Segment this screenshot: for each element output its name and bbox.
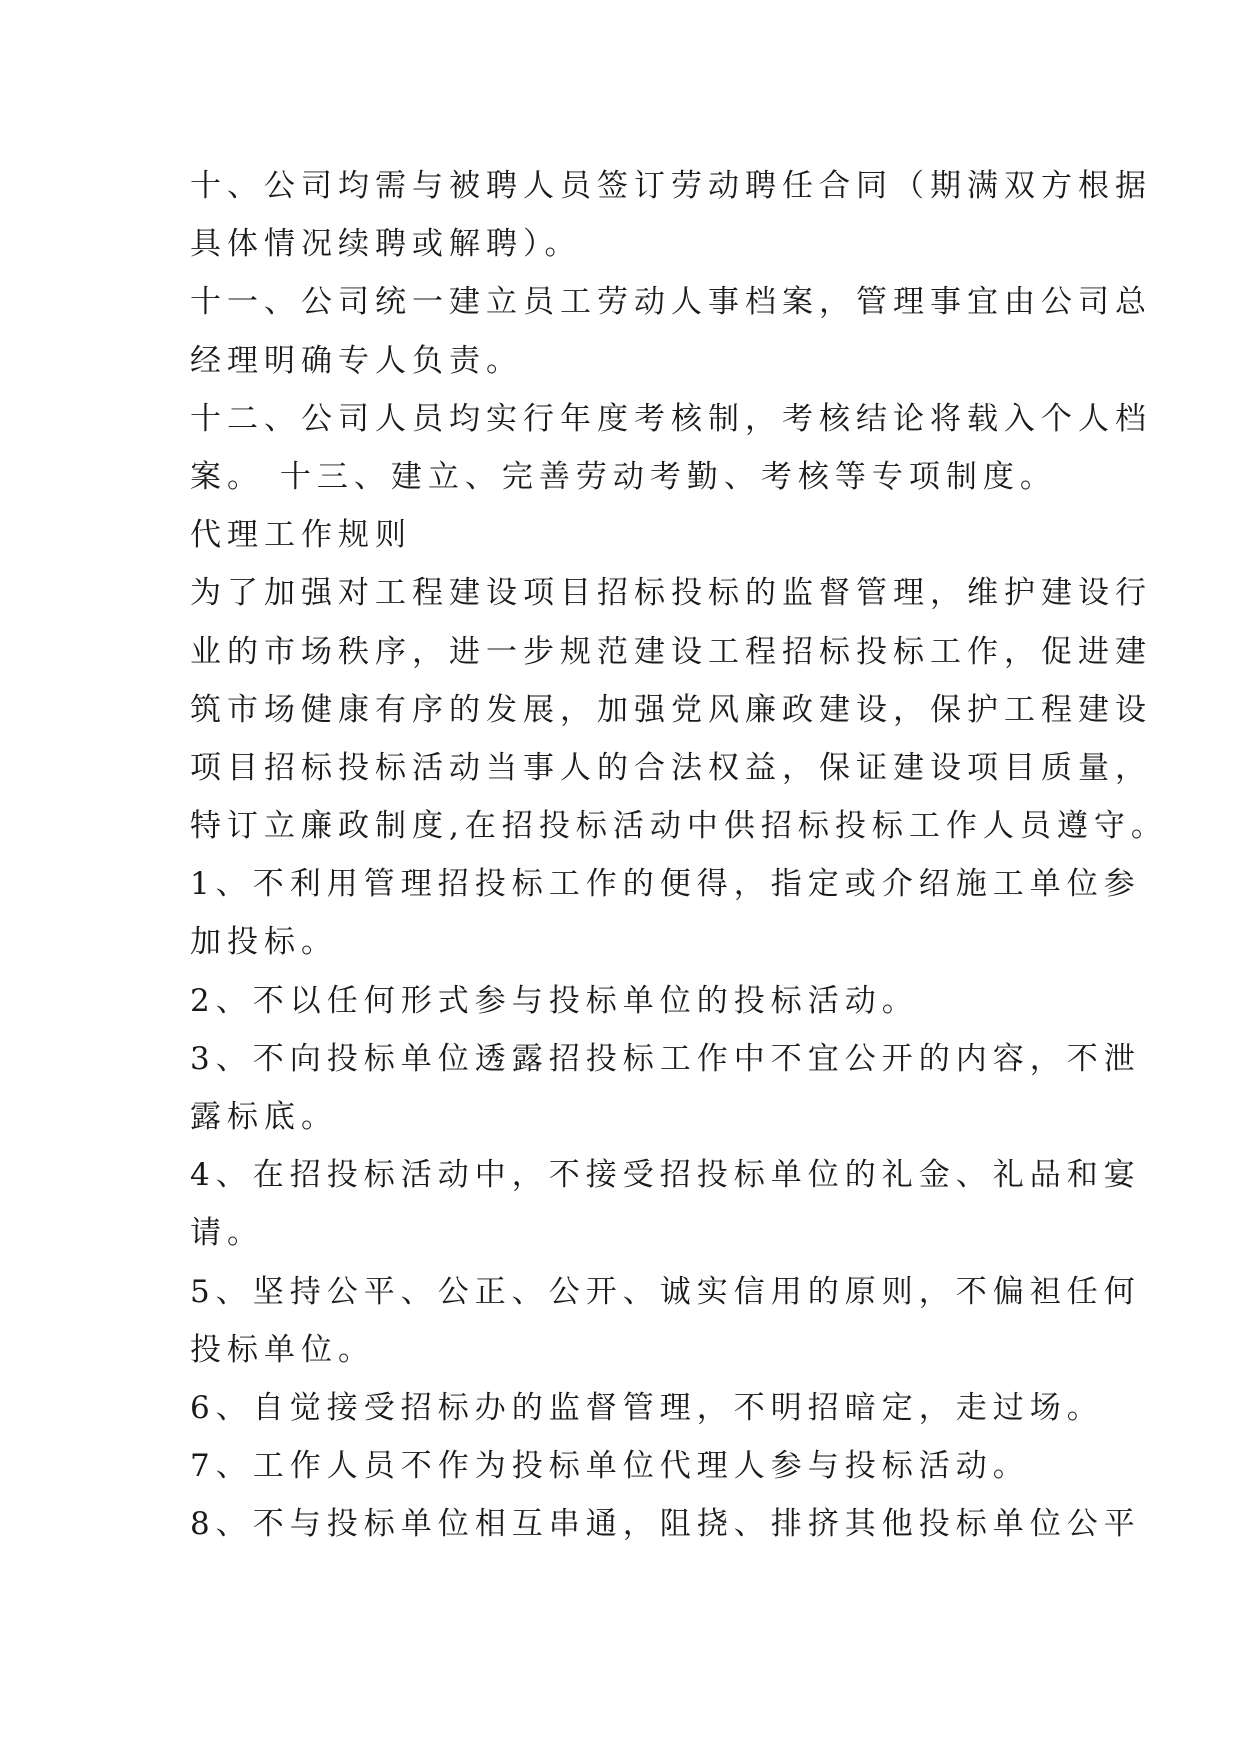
section-heading: 代理工作规则	[190, 517, 412, 554]
text-line: 6、自觉接受招标办的监督管理，不明招暗定，走过场。	[190, 1389, 1104, 1426]
text-line: 具体情况续聘或解聘）。	[190, 226, 582, 263]
text-line: 1、不利用管理招投标工作的便得，指定或介绍施工单位参	[190, 866, 1141, 903]
text-line: 业的市场秩序，进一步规范建设工程招标投标工作，促进建	[190, 633, 1152, 670]
text-line: 露标底。	[190, 1099, 338, 1135]
text-line: 十、公司均需与被聘人员签订劳动聘任合同（期满双方根据	[190, 168, 1152, 204]
text-line: 项目招标投标活动当事人的合法权益，保证建设项目质量，	[190, 749, 1152, 786]
text-line: 7、工作人员不作为投标单位代理人参与投标活动。	[190, 1448, 1030, 1485]
document-text	[190, 157, 1168, 1554]
text-line: 案。 十三、建立、完善劳动考勤、考核等专项制度。	[190, 458, 1057, 495]
text-line: 请。	[190, 1215, 264, 1252]
text-line: 筑市场健康有序的发展，加强党风廉政建设，保护工程建设	[190, 691, 1152, 728]
text-line: 为了加强对工程建设项目招标投标的监督管理，维护建设行	[190, 575, 1152, 612]
text-line: 2、不以任何形式参与投标单位的投标活动。	[190, 982, 919, 1019]
text-line: 8、不与投标单位相互串通，阻挠、排挤其他投标单位公平	[190, 1506, 1141, 1543]
text-line: 投标单位。	[190, 1331, 375, 1368]
text-line: 经理明确专人负责。	[190, 342, 523, 379]
text-line: 十一、公司统一建立员工劳动人事档案，管理事宜由公司总	[190, 284, 1152, 321]
text-line: 十二、公司人员均实行年度考核制，考核结论将载入个人档	[190, 400, 1152, 437]
text-line: 特订立廉政制度,在招投标活动中供招标投标工作人员遵守。	[190, 808, 1168, 845]
text-line: 5、坚持公平、公正、公开、诚实信用的原则，不偏袒任何	[190, 1273, 1141, 1310]
text-line: 3、不向投标单位透露招投标工作中不宜公开的内容，不泄	[190, 1040, 1141, 1077]
text-line: 加投标。	[190, 924, 338, 961]
text-line: 4、在招投标活动中，不接受招投标单位的礼金、礼品和宴	[190, 1157, 1141, 1194]
